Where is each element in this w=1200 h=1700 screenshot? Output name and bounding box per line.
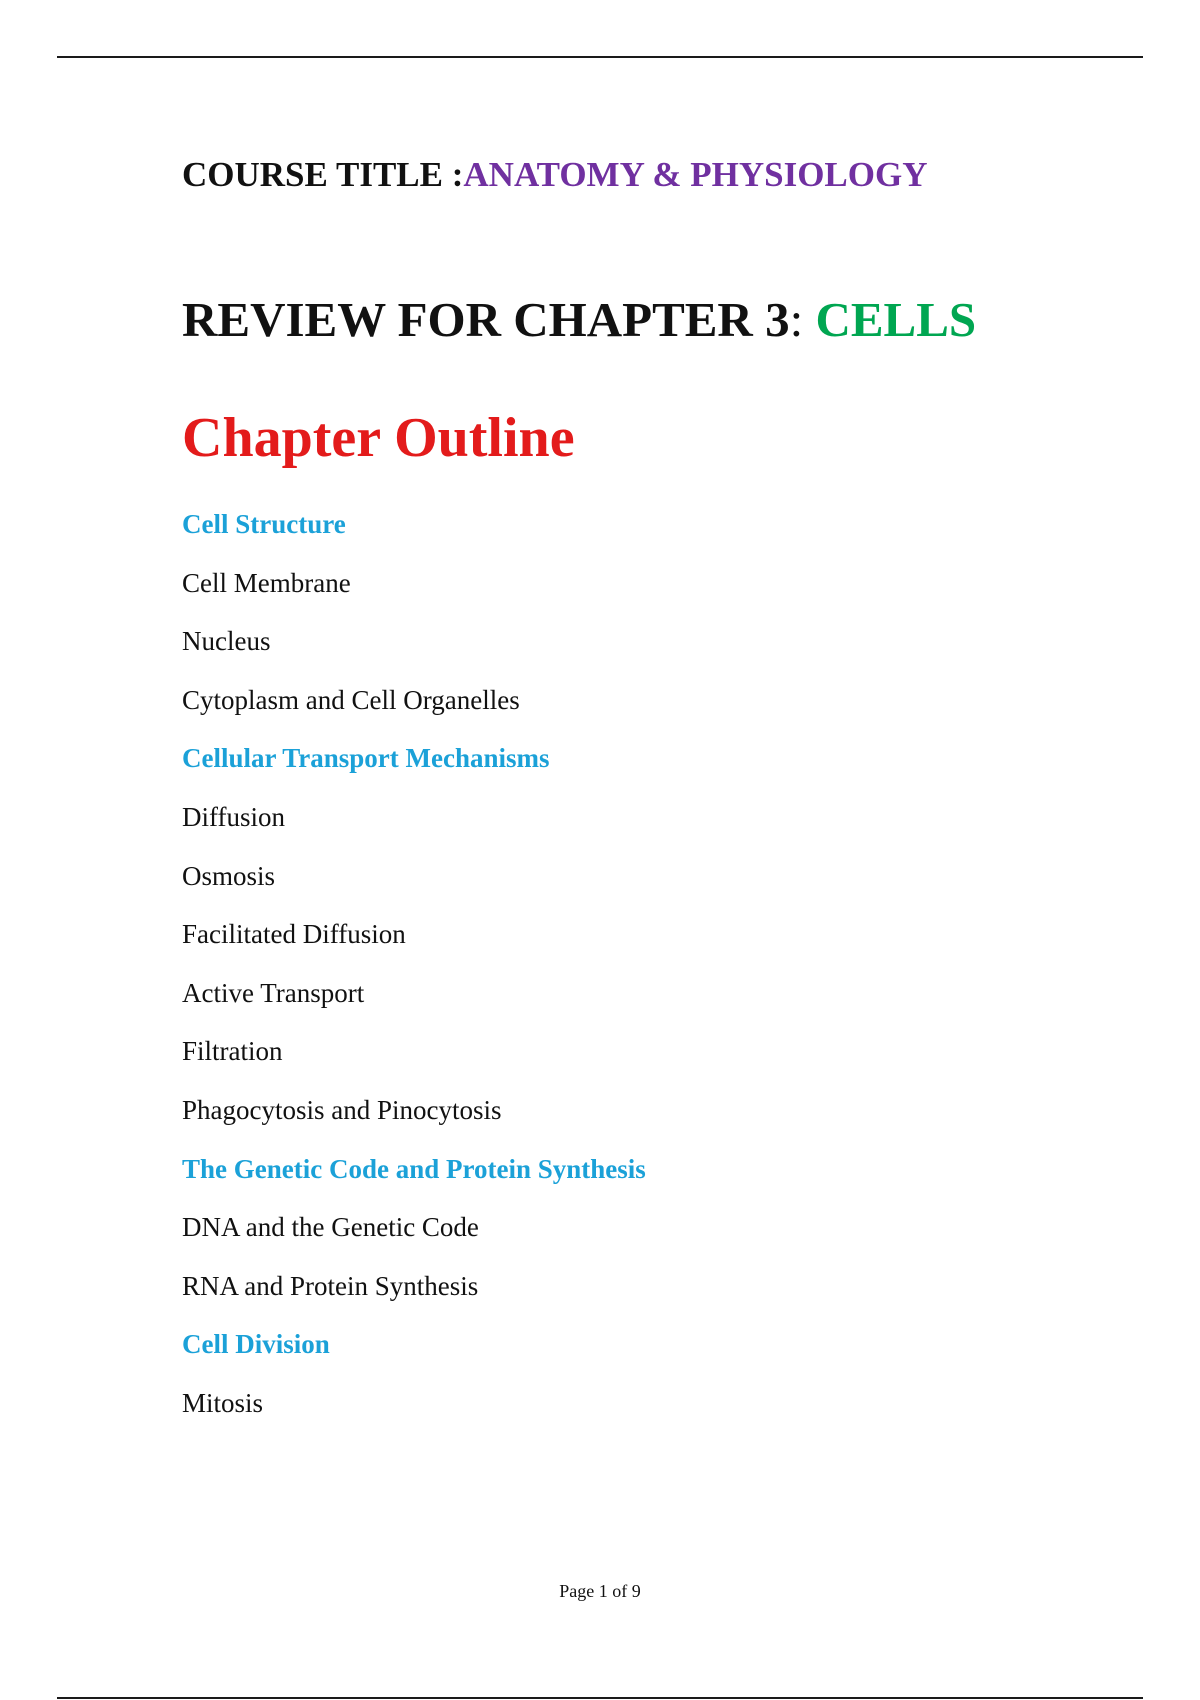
chapter-review-label: REVIEW FOR CHAPTER 3	[182, 292, 790, 347]
course-name: ANATOMY & PHYSIOLOGY	[463, 155, 928, 194]
outline-topic-item: RNA and Protein Synthesis	[182, 1271, 479, 1301]
outline-topic-item: Active Transport	[182, 978, 365, 1008]
outline-topic-item: Phagocytosis and Pinocytosis	[182, 1095, 502, 1125]
outline-section-heading: Cellular Transport Mechanisms	[182, 743, 550, 773]
outline-heading: Chapter Outline	[182, 407, 575, 469]
outline-section-heading: Cell Structure	[182, 509, 346, 539]
outline-section-heading: Cell Division	[182, 1329, 330, 1359]
chapter-review-title	[182, 292, 976, 348]
outline-topic-item: Cytoplasm and Cell Organelles	[182, 685, 520, 715]
page-number: Page 1 of 9	[559, 1581, 641, 1601]
outline-topic-item: Diffusion	[182, 802, 286, 832]
bottom-rule	[57, 1697, 1143, 1699]
chapter-topic: CELLS	[815, 292, 977, 347]
top-rule	[57, 56, 1143, 58]
outline-topic-item: Nucleus	[182, 626, 271, 656]
chapter-review-separator: :	[789, 292, 816, 347]
course-title	[182, 155, 927, 195]
outline-topic-item: Osmosis	[182, 861, 276, 891]
outline-topic-item: DNA and the Genetic Code	[182, 1212, 479, 1242]
outline-section-heading: The Genetic Code and Protein Synthesis	[182, 1154, 646, 1184]
outline-topic-item: Mitosis	[182, 1388, 264, 1418]
course-title-label: COURSE TITLE :	[182, 155, 464, 194]
outline-topic-item: Cell Membrane	[182, 568, 351, 598]
outline-topic-item: Facilitated Diffusion	[182, 919, 406, 949]
outline-topic-item: Filtration	[182, 1036, 283, 1066]
